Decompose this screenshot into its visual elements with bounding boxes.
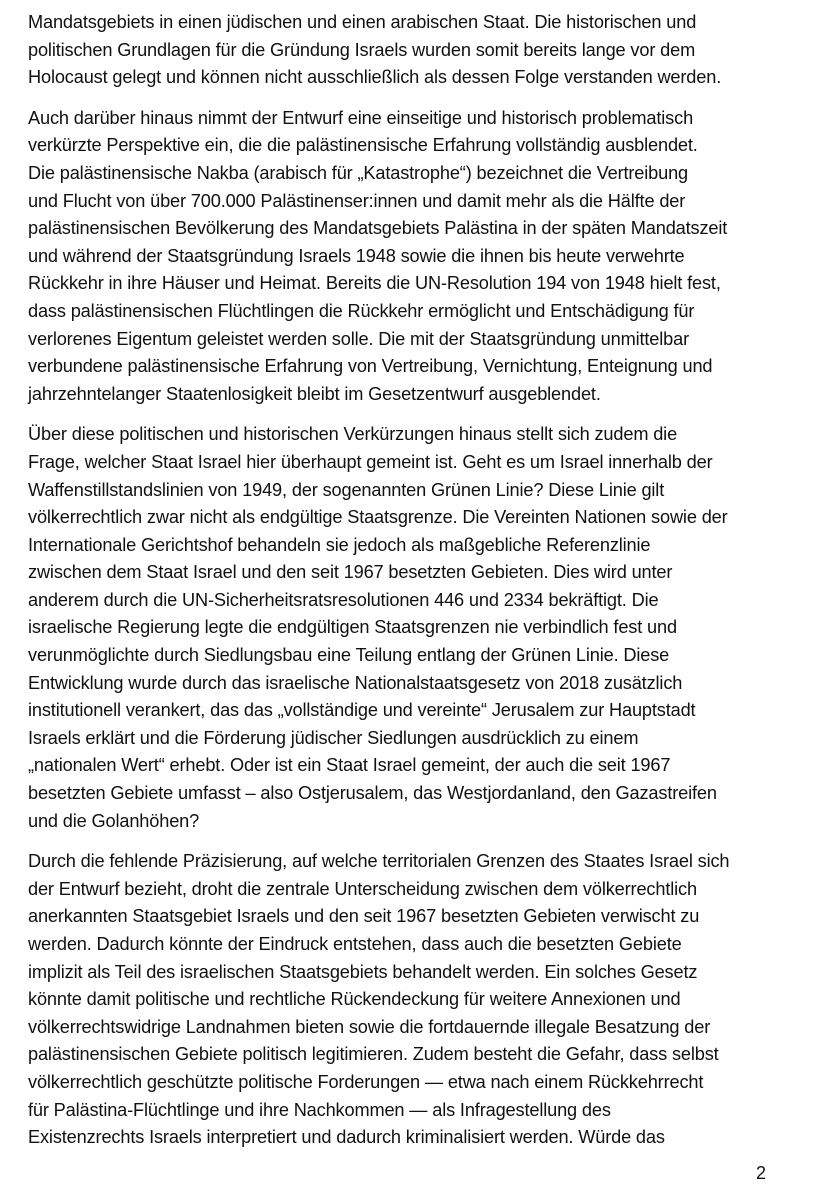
text-line: Waffenstillstandslinien von 1949, der sogenannten Grünen Linie? Diese Linie gilt [28, 479, 665, 500]
text-line: jahrzehntelanger Staatenlosigkeit bleibt im Gesetzentwurf ausgeblendet. [28, 383, 601, 404]
text-line: anderem durch die UN-Sicherheitsratsresolutionen 446 und 2334 bekräftigt. Die [28, 589, 659, 610]
text-line: dass palästinensischen Flüchtlingen die Rückkehr ermöglicht und Entschädigung für [28, 300, 695, 321]
text-line: und Flucht von über 700.000 Palästinenser:innen und damit mehr als die Hälfte der [28, 190, 686, 211]
text-line: Durch die fehlende Präzisierung, auf welche territorialen Grenzen des Staates Israel sich [28, 851, 730, 872]
text-line: verkürzte Perspektive ein, die die palästinensische Erfahrung vollständig ausblendet. [28, 135, 698, 156]
text-line: palästinensischen Gebiete politisch legitimieren. Zudem besteht die Gefahr, dass selbst [28, 1044, 719, 1065]
paragraph [28, 421, 788, 835]
text-line: politischen Grundlagen für die Gründung Israels wurden somit bereits lange vor dem [28, 39, 696, 60]
text-line: der Entwurf bezieht, droht die zentrale Unterscheidung zwischen dem völkerrechtlich [28, 878, 697, 899]
text-line: und die Golanhöhen? [28, 810, 200, 831]
text-line: palästinensischen Bevölkerung des Mandatsgebiets Palästina in der späten Mandatszeit [28, 218, 728, 239]
text-line: völkerrechtlich zwar nicht als endgültige Staatsgrenze. Die Vereinten Nationen sowie der [28, 507, 728, 528]
text-line: Auch darüber hinaus nimmt der Entwurf eine einseitige und historisch problematisch [28, 107, 694, 128]
text-line: implizit als Teil des israelischen Staatsgebiets behandelt werden. Ein solches Gesetz [28, 961, 698, 982]
text-line: Mandatsgebiets in einen jüdischen und einen arabischen Staat. Die historischen und [28, 12, 697, 32]
text-line: verbundene palästinensische Erfahrung von Vertreibung, Vernichtung, Enteignung und [28, 356, 713, 377]
text-line: zwischen dem Staat Israel und den seit 1967 besetzten Gebieten. Dies wird unter [28, 562, 673, 583]
paragraph [28, 848, 788, 1152]
text-line: israelische Regierung legte die endgültigen Staatsgrenzen nie verbindlich fest und [28, 617, 677, 638]
document-body [28, 9, 788, 1152]
text-line: besetzten Gebiete umfasst – also Ostjerusalem, das Westjordanland, den Gazastreifen [28, 783, 717, 804]
page-number: 2 [755, 1163, 766, 1183]
text-line: Holocaust gelegt und können nicht ausschließlich als dessen Folge verstanden werden. [28, 67, 722, 88]
text-line: Die palästinensische Nakba (arabisch für „Katastrophe“) bezeichnet die Vertreibung [28, 162, 688, 183]
text-line: Entwicklung wurde durch das israelische Nationalstaatsgesetz von 2018 zusätzlich [28, 672, 683, 693]
text-line: Frage, welcher Staat Israel hier überhaupt gemeint ist. Geht es um Israel innerhalb der [28, 451, 713, 472]
text-line: verlorenes Eigentum geleistet werden solle. Die mit der Staatsgründung unmittelbar [28, 328, 689, 349]
document-page [28, 9, 788, 1165]
text-line: und während der Staatsgründung Israels 1948 sowie die ihnen bis heute verwehrte [28, 245, 685, 266]
text-line: Existenzrechts Israels interpretiert und dadurch kriminalisiert werden. Würde das [28, 1127, 665, 1148]
text-line: institutionell verankert, das das „vollständige und vereinte“ Jerusalem zur Hauptstadt [28, 700, 696, 721]
text-line: anerkannten Staatsgebiet Israels und den seit 1967 besetzten Gebieten verwischt zu [28, 906, 700, 927]
text-line: werden. Dadurch könnte der Eindruck entstehen, dass auch die besetzten Gebiete [28, 934, 682, 954]
text-line: Rückkehr in ihre Häuser und Heimat. Bereits die UN-Resolution 194 von 1948 hielt fest, [28, 273, 721, 294]
text-line: Über diese politischen und historischen Verkürzungen hinaus stellt sich zudem die [28, 424, 678, 445]
text-line: Internationale Gerichtshof behandeln sie jedoch als maßgebliche Referenzlinie [28, 534, 651, 555]
text-line: für Palästina-Flüchtlinge und ihre Nachkommen — als Infragestellung des [28, 1099, 611, 1120]
text-line: Israels erklärt und die Förderung jüdischer Siedlungen ausdrücklich zu einem [28, 727, 639, 748]
text-line: völkerrechtswidrige Landnahmen bieten sowie die fortdauernde illegale Besatzung der [28, 1016, 711, 1037]
paragraph [28, 105, 788, 409]
text-line: könnte damit politische und rechtliche Rückendeckung für weitere Annexionen und [28, 989, 681, 1010]
text-line: verunmöglichte durch Siedlungsbau eine Teilung entlang der Grünen Linie. Diese [28, 645, 670, 666]
paragraph [28, 9, 788, 92]
text-line: völkerrechtlich geschützte politische Forderungen — etwa nach einem Rückkehrrecht [28, 1071, 704, 1092]
text-line: „nationalen Wert“ erhebt. Oder ist ein Staat Israel gemeint, der auch die seit 1967 [28, 755, 671, 776]
